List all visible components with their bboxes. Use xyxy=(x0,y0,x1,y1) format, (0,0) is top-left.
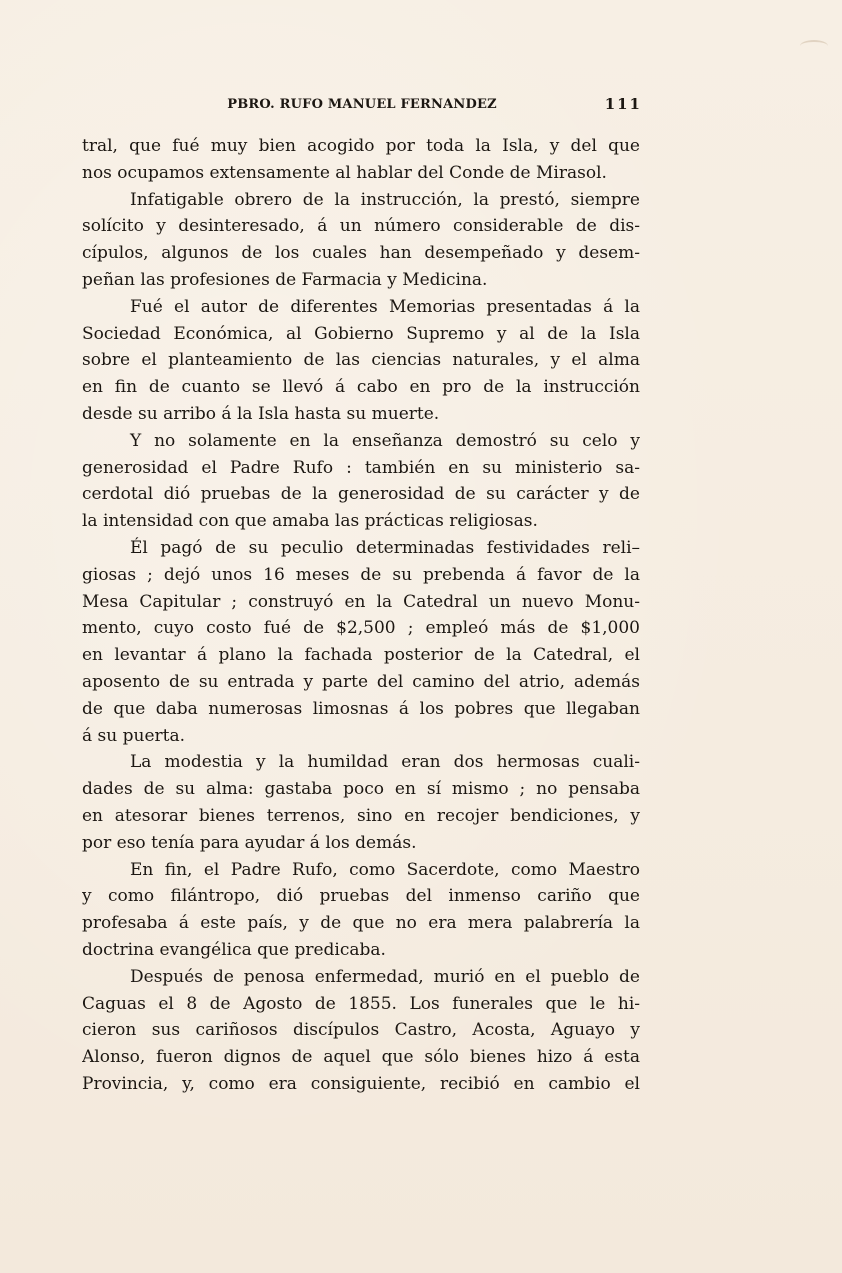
text-line: cieron sus cariñosos discípulos Castro, Acosta, Aguayo y xyxy=(82,1020,640,1041)
text-line: en levantar á plano la fachada posterior de la Catedral, el xyxy=(82,645,640,666)
text-line: Caguas el 8 de Agosto de 1855. Los funerales que le hi- xyxy=(82,993,640,1014)
text-line: mento, cuyo costo fué de $2,500 ; empleó más de $1,000 xyxy=(82,618,640,639)
page-corner-mark xyxy=(800,40,828,52)
text-line: doctrina evangélica que predicaba. xyxy=(82,939,386,960)
text-line: cípulos, algunos de los cuales han desempeñado y desem- xyxy=(82,243,640,264)
text-line: de que daba numerosas limosnas á los pobres que llegaban xyxy=(82,698,640,719)
text-line: dades de su alma: gastaba poco en sí mismo ; no pensaba xyxy=(82,779,640,800)
running-head xyxy=(82,96,642,120)
text-line: y como filántropo, dió pruebas del inmenso cariño que xyxy=(82,886,640,907)
running-title: PBRO. RUFO MANUEL FERNANDEZ xyxy=(227,97,497,112)
paragraph-first-line: Él pagó de su peculio determinadas festividades reli– xyxy=(130,537,640,558)
text-line: la intensidad con que amaba las prácticas religiosas. xyxy=(82,511,538,532)
paragraph-first-line: Infatigable obrero de la instrucción, la prestó, siempre xyxy=(130,189,640,210)
text-line: cerdotal dió pruebas de la generosidad de su carácter y de xyxy=(82,484,640,505)
text-line: desde su arribo á la Isla hasta su muerte. xyxy=(82,403,440,424)
page-number: 111 xyxy=(604,95,642,113)
paragraph-first-line: En fin, el Padre Rufo, como Sacerdote, como Maestro xyxy=(130,859,640,880)
text-line: generosidad el Padre Rufo : también en su ministerio sa- xyxy=(82,457,640,478)
text-line: por eso tenía para ayudar á los demás. xyxy=(82,832,417,853)
text-line: tral, que fué muy bien acogido por toda la Isla, y del que xyxy=(82,136,640,156)
text-line: sobre el planteamiento de las ciencias naturales, y el alma xyxy=(82,350,640,371)
paragraph-first-line: Fué el autor de diferentes Memorias presentadas á la xyxy=(130,296,640,317)
text-line: giosas ; dejó unos 16 meses de su prebenda á favor de la xyxy=(82,564,640,585)
text-line: nos ocupamos extensamente al hablar del Conde de Mirasol. xyxy=(82,162,607,183)
text-line: peñan las profesiones de Farmacia y Medicina. xyxy=(82,269,488,290)
paragraph-first-line: La modestia y la humildad eran dos hermosas cuali- xyxy=(130,752,640,773)
text-line: profesaba á este país, y de que no era mera palabrería la xyxy=(82,913,640,934)
text-line: en atesorar bienes terrenos, sino en recojer bendiciones, y xyxy=(82,805,640,826)
text-line: á su puerta. xyxy=(82,725,186,746)
paragraph-first-line: Y no solamente en la enseñanza demostró su celo y xyxy=(130,430,640,451)
text-line: solícito y desinteresado, á un número considerable de dis- xyxy=(82,216,640,237)
text-line: Sociedad Económica, al Gobierno Supremo y al de la Isla xyxy=(82,323,640,344)
text-line: en fin de cuanto se llevó á cabo en pro de la instrucción xyxy=(82,377,640,398)
text-line: aposento de su entrada y parte del camino del atrio, además xyxy=(82,671,640,692)
text-line: Mesa Capitular ; construyó en la Catedral un nuevo Monu- xyxy=(82,591,640,612)
body-text xyxy=(82,133,640,1098)
text-line: Alonso, fueron dignos de aquel que sólo bienes hizo á esta xyxy=(82,1047,640,1068)
text-line: Provincia, y, como era consiguiente, recibió en cambio el xyxy=(82,1073,640,1094)
paragraph-first-line: Después de penosa enfermedad, murió en el pueblo de xyxy=(130,966,640,987)
